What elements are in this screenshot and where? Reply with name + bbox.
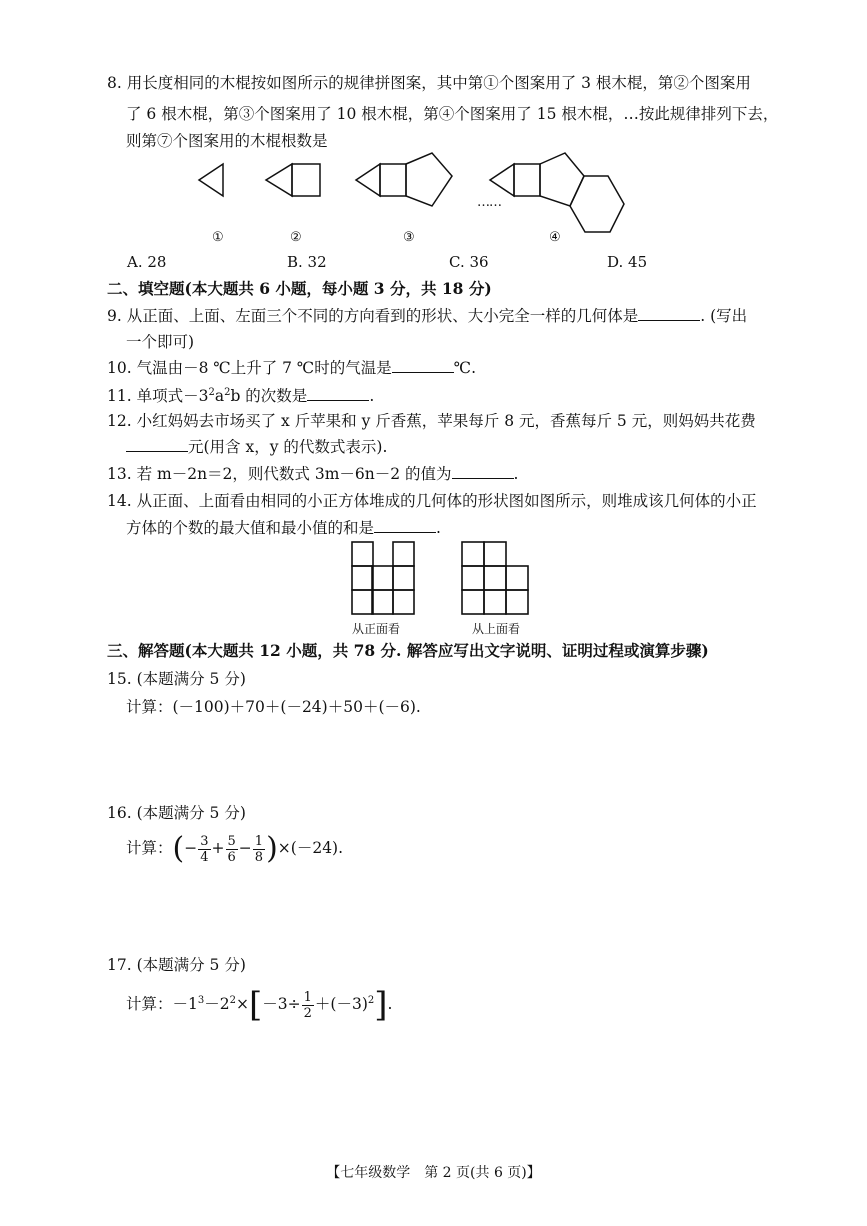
- q11-end: .: [369, 387, 375, 406]
- q17-inner1: －3÷: [262, 995, 301, 1014]
- q11-post: b 的次数是: [230, 387, 308, 406]
- q8-figure-label-3: ③: [403, 230, 415, 245]
- q16-expression: 计算：(− $\frac{3}{4}$ + $\frac{5}{6}$ − $\frac{1}{8}$ )×(－24).: [126, 831, 344, 866]
- q14-views-figure: [350, 540, 535, 618]
- q8-option-a: A. 28: [127, 253, 167, 271]
- q11-mid: a: [214, 387, 225, 406]
- q17-mid: －2: [204, 995, 230, 1014]
- q9-text: 9. 从正面、上面、左面三个不同的方向看到的形状、大小完全一样的几何体是: [107, 307, 639, 325]
- q13-end: .: [513, 465, 519, 483]
- q16-fraction-2: $\frac{5}{6}$: [227, 833, 236, 865]
- pattern-4-pentagon: [540, 153, 584, 206]
- page-footer: 【七年级数学 第 2 页(共 6 页)】: [326, 1165, 541, 1181]
- q15-expression: 计算：(－100)＋70＋(－24)＋50＋(－6).: [126, 698, 421, 716]
- q16-suffix: ×(－24).: [277, 839, 344, 857]
- q17-exponent-1: 3: [197, 995, 205, 1006]
- q8-line1: 8. 用长度相同的木棍按如图所示的规律拼图案，其中第①个图案用了 3 根木棍，第②个图案用: [107, 74, 751, 92]
- q11-answer-blank[interactable]: [307, 385, 369, 401]
- q9-line1: [107, 305, 747, 327]
- q14-line1: 14. 从正面、上面看由相同的小正方体堆成的几何体的形状图如图所示，则堆成该几何体的小正: [107, 492, 757, 510]
- q17-fraction: $\frac{1}{2}$: [303, 989, 312, 1021]
- q17-right-bracket: ]: [374, 985, 388, 1026]
- pattern-2-square: [292, 164, 320, 196]
- q16-fraction-1: $\frac{3}{4}$: [200, 833, 209, 865]
- q10-answer-blank[interactable]: [392, 357, 454, 373]
- q17-expression: 计算：$-1^3-2^2\times[-3\div$ $\frac{1}{2}$ $+(-3)^2$].: [126, 985, 393, 1026]
- q8-pattern-figure: [180, 148, 700, 248]
- pattern-3-pentagon: [406, 153, 452, 206]
- q15-head: 15. (本题满分 5 分): [107, 670, 246, 688]
- q16-prefix: 计算：: [126, 839, 173, 857]
- q9-after: . (写出: [700, 307, 748, 325]
- pattern-4-triangle: [490, 164, 514, 196]
- q8-line2: 了 6 根木棍，第③个图案用了 10 根木棍，第④个图案用了 15 根木棍，…按此规律排列下去，: [126, 105, 779, 123]
- pattern-4-square: [514, 164, 540, 196]
- q11-pre: 11. 单项式－3: [107, 387, 209, 406]
- section-3-title: 三、解答题(本大题共 12 小题，共 78 分. 解答应写出文字说明、证明过程或演算步骤): [107, 641, 709, 660]
- q8-option-c: C. 36: [449, 253, 489, 271]
- q17-exponent-3: 2: [367, 995, 375, 1006]
- pattern-1-triangle: [199, 164, 223, 196]
- q9-answer-blank[interactable]: [638, 305, 700, 321]
- top-view: [462, 542, 528, 614]
- q14-line2: [126, 517, 441, 539]
- q17-prefix: 计算：－1: [126, 995, 198, 1014]
- q8-option-b: B. 32: [287, 253, 327, 271]
- q9-line2: 一个即可): [126, 333, 195, 351]
- q17-head: 17. (本题满分 5 分): [107, 956, 246, 974]
- q16-head: 16. (本题满分 5 分): [107, 804, 246, 822]
- q13-text: 13. 若 m－2n＝2，则代数式 3m－6n－2 的值为: [107, 465, 452, 483]
- section-2-title: 二、填空题(本大题共 6 小题，每小题 3 分，共 18 分): [107, 279, 492, 298]
- q11-exponent-1: 2: [208, 387, 215, 398]
- q16-left-paren: (: [172, 831, 185, 866]
- q17-end: .: [387, 995, 393, 1014]
- q12-line1: 12. 小红妈妈去市场买了 x 斤苹果和 y 斤香蕉，苹果每斤 8 元，香蕉每斤 5 元，则妈妈共花费: [107, 412, 756, 430]
- front-view: [352, 542, 414, 614]
- q8-figure-label-1: ①: [212, 230, 224, 245]
- q10-text: 10. 气温由－8 ℃上升了 7 ℃时的气温是: [107, 359, 392, 377]
- q13-answer-blank[interactable]: [452, 463, 514, 479]
- q17-left-bracket: [: [249, 985, 263, 1026]
- q14-text: 方体的个数的最大值和最小值的和是: [126, 519, 375, 537]
- q14-top-view-label: 从上面看: [472, 622, 521, 636]
- q11-exponent-2: 2: [224, 387, 231, 398]
- q14-front-view-label: 从正面看: [352, 622, 401, 636]
- q12-line2: [126, 436, 387, 458]
- q17-inner2: ＋(－3): [314, 995, 368, 1014]
- q16-fraction-3: $\frac{1}{8}$: [254, 833, 264, 865]
- q11-line: [107, 382, 374, 407]
- q8-option-d: D. 45: [607, 253, 648, 271]
- q10-line: [107, 357, 476, 379]
- q14-end: .: [436, 519, 441, 537]
- q12-answer-blank[interactable]: [126, 436, 188, 452]
- q8-line3: 则第⑦个图案用的木棍根数是: [126, 132, 328, 150]
- q8-figure-label-4: ④: [549, 230, 561, 245]
- pattern-3-square: [380, 164, 406, 196]
- q12-after: 元(用含 x，y 的代数式表示).: [188, 438, 388, 456]
- pattern-3-triangle: [356, 164, 380, 196]
- q8-ellipsis: ……: [477, 195, 501, 210]
- pattern-2-triangle: [266, 164, 292, 196]
- q8-figure-label-2: ②: [290, 230, 302, 245]
- q13-line: [107, 463, 518, 485]
- q10-after: ℃.: [453, 359, 477, 377]
- q16-right-paren: ): [266, 831, 278, 866]
- q17-exponent-2: 2: [229, 995, 236, 1006]
- q14-answer-blank[interactable]: [374, 517, 436, 533]
- pattern-4-hexagon: [570, 176, 624, 232]
